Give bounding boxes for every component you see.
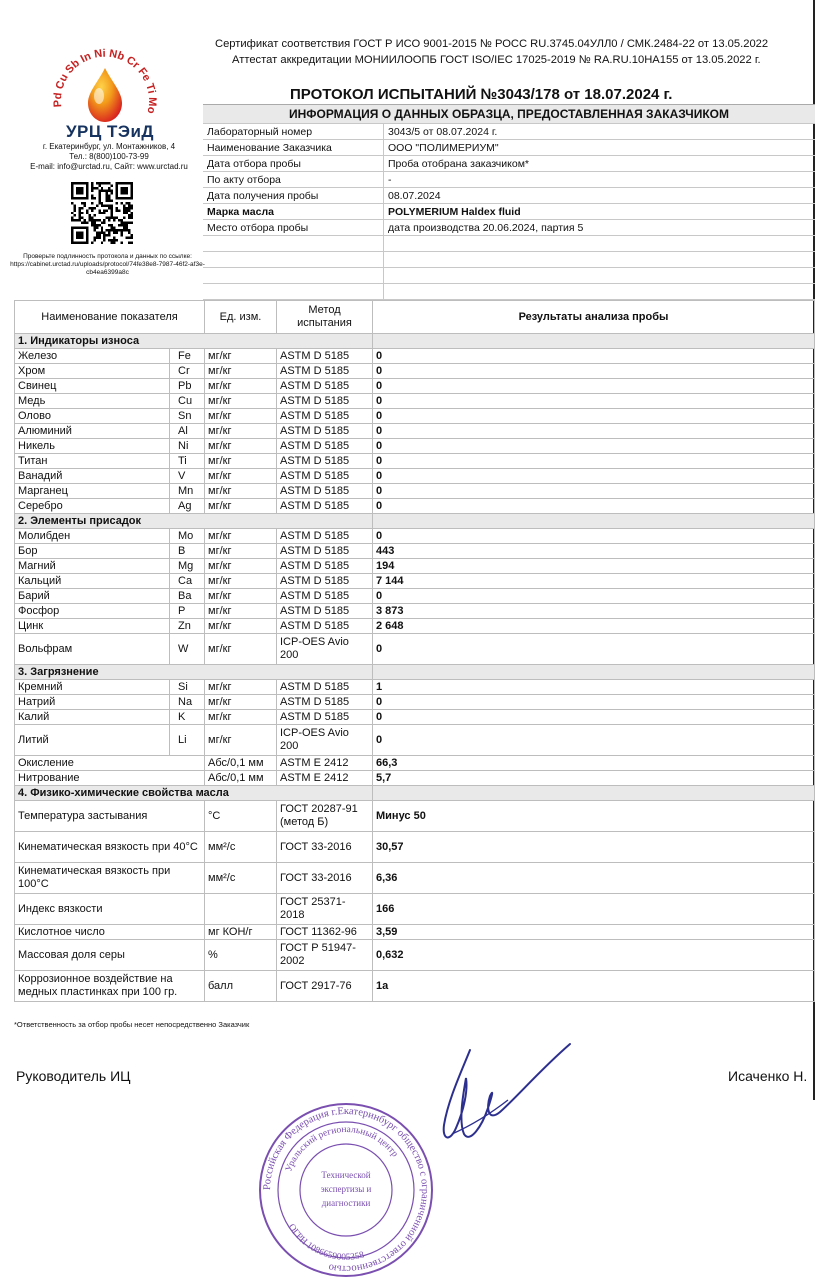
indicator-name: Свинец: [15, 379, 170, 394]
element-symbol: Cr: [170, 364, 205, 379]
method-cell: ГОСТ 2917-76: [277, 971, 373, 1002]
sample-info-value: [384, 252, 815, 268]
sample-info-label: По акту отбора: [203, 172, 384, 188]
indicator-name: Кинематическая вязкость при 40°С: [15, 832, 205, 863]
svg-text:ОГРН 1086659005358: [286, 1222, 366, 1262]
unit-cell: мг/кг: [205, 379, 277, 394]
sample-info-label: Лабораторный номер: [203, 124, 384, 140]
sample-info-value: 3043/5 от 08.07.2024 г.: [384, 124, 815, 140]
sample-info-label: Марка масла: [203, 204, 384, 220]
unit-cell: мг/кг: [205, 634, 277, 665]
unit-cell: мг/кг: [205, 349, 277, 364]
table-row: [15, 349, 815, 364]
table-row: [15, 863, 815, 894]
result-value: 0: [373, 634, 815, 665]
sample-info-value: Проба отобрана заказчиком*: [384, 156, 815, 172]
method-cell: ASTM D 5185: [277, 439, 373, 454]
table-row: [15, 832, 815, 863]
table-row: [15, 971, 815, 1002]
element-symbol: Cu: [170, 394, 205, 409]
indicator-name: Молибден: [15, 529, 170, 544]
section-row: [15, 786, 815, 801]
indicator-name: Железо: [15, 349, 170, 364]
unit-cell: мг/кг: [205, 589, 277, 604]
element-symbol: Ag: [170, 499, 205, 514]
unit-cell: Абс/0,1 мм: [205, 756, 277, 771]
table-row: [15, 771, 815, 786]
element-symbol: Al: [170, 424, 205, 439]
results-table: [14, 300, 815, 1002]
col-header-unit: Ед. изм.: [205, 301, 277, 334]
col-header-result: Результаты анализа пробы: [373, 301, 815, 334]
stamp-outer-text: Российская Федерация г.Екатеринбург общество с ограниченной ответственностью: [262, 1106, 430, 1274]
unit-cell: мм²/с: [205, 863, 277, 894]
indicator-name: Коррозионное воздействие на медных пластинках при 100 гр.: [15, 971, 205, 1002]
table-row: [15, 409, 815, 424]
verify-text: Проверьте подлинность протокола и данных по ссылке:: [10, 253, 205, 261]
method-cell: ASTM D 5185: [277, 409, 373, 424]
table-row: [15, 559, 815, 574]
method-cell: ASTM D 5185: [277, 544, 373, 559]
method-cell: ГОСТ Р 51947-2002: [277, 940, 373, 971]
result-value: 0: [373, 469, 815, 484]
indicator-name: Окисление: [15, 756, 205, 771]
method-cell: ASTM E 2412: [277, 771, 373, 786]
indicator-name: Кальций: [15, 574, 170, 589]
result-value: 0: [373, 484, 815, 499]
element-symbol: P: [170, 604, 205, 619]
unit-cell: мг/кг: [205, 499, 277, 514]
section-result-cell: [373, 514, 815, 529]
table-row: [15, 619, 815, 634]
unit-cell: мг/кг: [205, 409, 277, 424]
table-row: [15, 379, 815, 394]
table-row: [15, 894, 815, 925]
indicator-name: Вольфрам: [15, 634, 170, 665]
unit-cell: Абс/0,1 мм: [205, 771, 277, 786]
element-symbol: Ni: [170, 439, 205, 454]
unit-cell: мг/кг: [205, 469, 277, 484]
method-cell: ASTM D 5185: [277, 364, 373, 379]
element-symbol: Na: [170, 695, 205, 710]
result-value: 0: [373, 349, 815, 364]
table-row: [15, 394, 815, 409]
unit-cell: мг/кг: [205, 710, 277, 725]
org-phone: Тел.: 8(800)100-73-99: [4, 152, 214, 162]
method-cell: ASTM D 5185: [277, 680, 373, 695]
unit-cell: мг/кг: [205, 394, 277, 409]
indicator-name: Марганец: [15, 484, 170, 499]
method-cell: ГОСТ 25371-2018: [277, 894, 373, 925]
indicator-name: Натрий: [15, 695, 170, 710]
stamp-inner-2: экспертизы и: [321, 1184, 372, 1194]
section-row: [15, 334, 815, 349]
sample-info-row: [203, 284, 815, 300]
indicator-name: Алюминий: [15, 424, 170, 439]
stamp-inner-3: диагностики: [322, 1198, 371, 1208]
table-row: [15, 574, 815, 589]
indicator-name: Титан: [15, 454, 170, 469]
element-symbol: Pb: [170, 379, 205, 394]
sample-info-header: ИНФОРМАЦИЯ О ДАННЫХ ОБРАЗЦА, ПРЕДОСТАВЛЕННАЯ ЗАКАЗЧИКОМ: [203, 105, 815, 124]
result-value: 0: [373, 379, 815, 394]
org-name: УРЦ ТЭиД: [20, 122, 200, 142]
sample-info-row: [203, 172, 815, 188]
unit-cell: мг/кг: [205, 484, 277, 499]
indicator-name: Барий: [15, 589, 170, 604]
sample-info-label: Дата отбора пробы: [203, 156, 384, 172]
unit-cell: мг КОН/г: [205, 925, 277, 940]
result-value: 7 144: [373, 574, 815, 589]
element-symbol: Si: [170, 680, 205, 695]
results-header-row: [15, 301, 815, 334]
sample-info-row: [203, 268, 815, 284]
element-symbol: Mo: [170, 529, 205, 544]
sample-info-value: [384, 268, 815, 284]
element-symbol: Sn: [170, 409, 205, 424]
method-cell: ASTM D 5185: [277, 574, 373, 589]
result-value: 166: [373, 894, 815, 925]
result-value: Минус 50: [373, 801, 815, 832]
method-cell: ASTM D 5185: [277, 529, 373, 544]
result-value: 6,36: [373, 863, 815, 894]
sample-info-row: [203, 156, 815, 172]
table-row: [15, 454, 815, 469]
official-stamp: [256, 1100, 436, 1280]
unit-cell: мг/кг: [205, 680, 277, 695]
result-value: 0,632: [373, 940, 815, 971]
section-result-cell: [373, 665, 815, 680]
table-row: [15, 364, 815, 379]
unit-cell: мг/кг: [205, 619, 277, 634]
indicator-name: Магний: [15, 559, 170, 574]
table-row: [15, 484, 815, 499]
result-value: 194: [373, 559, 815, 574]
result-value: 443: [373, 544, 815, 559]
table-row: [15, 439, 815, 454]
section-title: 4. Физико-химические свойства масла: [15, 786, 373, 801]
table-row: [15, 801, 815, 832]
element-symbol: Zn: [170, 619, 205, 634]
verify-block: [10, 253, 205, 277]
sample-info-value: 08.07.2024: [384, 188, 815, 204]
result-value: 5,7: [373, 771, 815, 786]
method-cell: ГОСТ 11362-96: [277, 925, 373, 940]
sample-info-value: POLYMERIUM Haldex fluid: [384, 204, 815, 220]
sample-info-label: [203, 252, 384, 268]
org-address: г. Екатеринбург, ул. Монтажников, 4: [4, 142, 214, 152]
sample-info-label: Место отбора пробы: [203, 220, 384, 236]
sample-info-value: -: [384, 172, 815, 188]
sample-info-row: [203, 220, 815, 236]
method-cell: ГОСТ 33-2016: [277, 832, 373, 863]
sample-info-row: [203, 188, 815, 204]
table-row: [15, 469, 815, 484]
method-cell: ASTM D 5185: [277, 424, 373, 439]
indicator-name: Цинк: [15, 619, 170, 634]
stamp-inner-1: Технической: [321, 1170, 370, 1180]
sample-info-row: [203, 140, 815, 156]
indicator-name: Массовая доля серы: [15, 940, 205, 971]
result-value: 0: [373, 695, 815, 710]
sample-info-label: [203, 284, 384, 300]
result-value: 1: [373, 680, 815, 695]
table-row: [15, 695, 815, 710]
sample-info-row: [203, 204, 815, 220]
section-title: 3. Загрязнение: [15, 665, 373, 680]
unit-cell: мг/кг: [205, 544, 277, 559]
result-value: 1а: [373, 971, 815, 1002]
method-cell: ASTM D 5185: [277, 589, 373, 604]
method-cell: ASTM D 5185: [277, 619, 373, 634]
sample-info-value: дата производства 20.06.2024, партия 5: [384, 220, 815, 236]
indicator-name: Хром: [15, 364, 170, 379]
table-row: [15, 725, 815, 756]
sample-info-row: [203, 124, 815, 140]
stamp-mid-text: Уральский региональный центр: [284, 1125, 400, 1173]
signoff-name: Исаченко Н.: [728, 1068, 807, 1084]
qr-code[interactable]: [71, 182, 133, 244]
table-row: [15, 710, 815, 725]
indicator-name: Кремний: [15, 680, 170, 695]
unit-cell: °С: [205, 801, 277, 832]
indicator-name: Калий: [15, 710, 170, 725]
method-cell: ASTM D 5185: [277, 710, 373, 725]
indicator-name: Температура застывания: [15, 801, 205, 832]
verify-link[interactable]: https://cabinet.urctad.ru/uploads/protocol/74fe38e8-7987-46f2-af3e-cb4ea6399a8c: [10, 261, 205, 277]
sample-info-row: [203, 252, 815, 268]
method-cell: ГОСТ 33-2016: [277, 863, 373, 894]
element-symbol: Ca: [170, 574, 205, 589]
sample-info-table: [203, 104, 815, 300]
method-cell: ASTM D 5185: [277, 559, 373, 574]
stamp-ogrn: ОГРН 1086659005358: [286, 1222, 366, 1262]
result-value: 0: [373, 725, 815, 756]
indicator-name: Никель: [15, 439, 170, 454]
certificate-iso: Сертификат соответствия ГОСТ Р ИСО 9001-2015 № РОСС RU.3745.04УЛЛ0 / СМК.2484-22 от 13.05.2022: [215, 38, 768, 50]
sample-info-label: [203, 268, 384, 284]
unit-cell: мг/кг: [205, 695, 277, 710]
result-value: 30,57: [373, 832, 815, 863]
indicator-name: Медь: [15, 394, 170, 409]
table-row: [15, 424, 815, 439]
table-row: [15, 756, 815, 771]
result-value: 3 873: [373, 604, 815, 619]
table-row: [15, 634, 815, 665]
org-contacts: [4, 142, 214, 172]
indicator-name: Индекс вязкости: [15, 894, 205, 925]
method-cell: ICP-OES Avio 200: [277, 634, 373, 665]
unit-cell: [205, 894, 277, 925]
element-symbol: Ba: [170, 589, 205, 604]
unit-cell: мг/кг: [205, 364, 277, 379]
table-row: [15, 680, 815, 695]
unit-cell: мг/кг: [205, 559, 277, 574]
method-cell: ASTM D 5185: [277, 695, 373, 710]
table-row: [15, 940, 815, 971]
sample-info-value: [384, 236, 815, 252]
element-symbol: K: [170, 710, 205, 725]
result-value: 0: [373, 409, 815, 424]
sample-info-label: Наименование Заказчика: [203, 140, 384, 156]
method-cell: ASTM D 5185: [277, 379, 373, 394]
sample-info-label: [203, 236, 384, 252]
method-cell: ASTM D 5185: [277, 484, 373, 499]
result-value: 0: [373, 394, 815, 409]
col-header-name: Наименование показателя: [15, 301, 205, 334]
element-symbol: Mn: [170, 484, 205, 499]
indicator-name: Нитрование: [15, 771, 205, 786]
sample-info-label: Дата получения пробы: [203, 188, 384, 204]
result-value: 0: [373, 529, 815, 544]
unit-cell: мг/кг: [205, 529, 277, 544]
method-cell: ASTM D 5185: [277, 604, 373, 619]
method-cell: ASTM D 5185: [277, 499, 373, 514]
indicator-name: Ванадий: [15, 469, 170, 484]
unit-cell: мг/кг: [205, 439, 277, 454]
indicator-name: Литий: [15, 725, 170, 756]
table-row: [15, 544, 815, 559]
unit-cell: мг/кг: [205, 604, 277, 619]
result-value: 2 648: [373, 619, 815, 634]
method-cell: ASTM E 2412: [277, 756, 373, 771]
element-symbol: Ti: [170, 454, 205, 469]
indicator-name: Кинематическая вязкость при 100°С: [15, 863, 205, 894]
org-email-site: E-mail: info@urctad.ru, Сайт: www.urctad.ru: [4, 162, 214, 172]
result-value: 66,3: [373, 756, 815, 771]
section-title: 2. Элементы присадок: [15, 514, 373, 529]
unit-cell: мг/кг: [205, 424, 277, 439]
table-row: [15, 925, 815, 940]
method-cell: ASTM D 5185: [277, 394, 373, 409]
result-value: 0: [373, 499, 815, 514]
unit-cell: мг/кг: [205, 725, 277, 756]
result-value: 0: [373, 454, 815, 469]
indicator-name: Серебро: [15, 499, 170, 514]
element-symbol: Li: [170, 725, 205, 756]
element-symbol: W: [170, 634, 205, 665]
sample-info-value: ООО "ПОЛИМЕРИУМ": [384, 140, 815, 156]
method-cell: ASTM D 5185: [277, 469, 373, 484]
indicator-name: Фосфор: [15, 604, 170, 619]
result-value: 0: [373, 424, 815, 439]
unit-cell: мг/кг: [205, 454, 277, 469]
element-symbol: Mg: [170, 559, 205, 574]
unit-cell: %: [205, 940, 277, 971]
element-symbol: Fe: [170, 349, 205, 364]
unit-cell: балл: [205, 971, 277, 1002]
indicator-name: Кислотное число: [15, 925, 205, 940]
result-value: 0: [373, 710, 815, 725]
method-cell: ICP-OES Avio 200: [277, 725, 373, 756]
signature: [430, 1030, 580, 1170]
unit-cell: мг/кг: [205, 574, 277, 589]
table-row: [15, 589, 815, 604]
result-value: 0: [373, 364, 815, 379]
indicator-name: Бор: [15, 544, 170, 559]
unit-cell: мм²/с: [205, 832, 277, 863]
signoff-position: Руководитель ИЦ: [16, 1068, 131, 1084]
method-cell: ГОСТ 20287-91 (метод Б): [277, 801, 373, 832]
sample-info-row: [203, 236, 815, 252]
sample-info-value: [384, 284, 815, 300]
footnote: *Ответственность за отбор пробы несет непосредственно Заказчик: [14, 1020, 249, 1029]
indicator-name: Олово: [15, 409, 170, 424]
table-row: [15, 604, 815, 619]
section-result-cell: [373, 334, 815, 349]
element-symbol: V: [170, 469, 205, 484]
section-title: 1. Индикаторы износа: [15, 334, 373, 349]
result-value: 3,59: [373, 925, 815, 940]
col-header-method: Метод испытания: [277, 301, 373, 334]
section-result-cell: [373, 786, 815, 801]
result-value: 0: [373, 439, 815, 454]
method-cell: ASTM D 5185: [277, 349, 373, 364]
table-row: [15, 499, 815, 514]
result-value: 0: [373, 589, 815, 604]
logo-ring-text: Pd Cu Sb In Ni Nb Cr Fe Ti Mo: [40, 40, 158, 115]
method-cell: ASTM D 5185: [277, 454, 373, 469]
protocol-title: ПРОТОКОЛ ИСПЫТАНИЙ №3043/178 от 18.07.2024 г.: [290, 86, 672, 103]
element-symbol: B: [170, 544, 205, 559]
section-row: [15, 514, 815, 529]
section-row: [15, 665, 815, 680]
table-row: [15, 529, 815, 544]
accreditation-line: Аттестат аккредитации МОНИИЛООПБ ГОСТ ISO/IEC 17025-2019 № RA.RU.10НА155 от 13.05.2022 г.: [232, 54, 761, 66]
